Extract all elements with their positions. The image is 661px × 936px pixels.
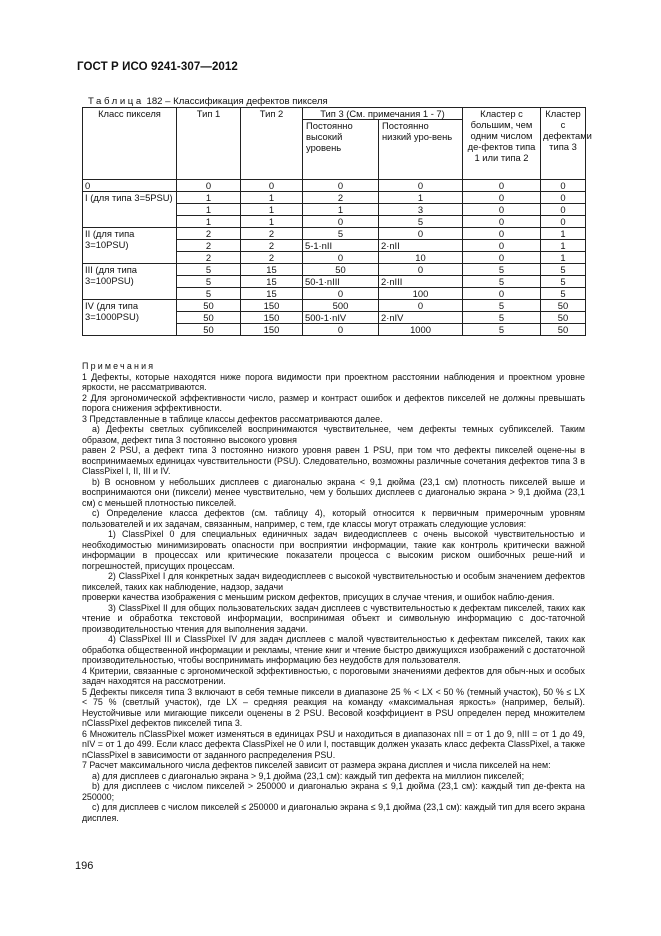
table-cell: 5: [379, 216, 463, 228]
table-cell: 0: [541, 204, 586, 216]
note-3: 3 Представленные в таблице классы дефектов рассматриваются далее.: [82, 413, 383, 424]
table-cell: 0: [541, 192, 586, 204]
table-cell: 100: [379, 288, 463, 300]
table-cell: 50: [177, 324, 241, 336]
table-cell: 5: [463, 312, 541, 324]
header-type2: Тип 2: [241, 108, 303, 180]
table-cell: 0: [463, 240, 541, 252]
table-cell: 50: [303, 264, 379, 276]
note-3c3: 3) ClassPixel II для общих пользовательских задач дисплеев с чувствительностью к дефектам пикселей, таких как чтение и обработка текстовой информации, воспринимая объект и символьную информацию с дос-таточной производительностью чтения для выполнения задачи.: [82, 602, 585, 634]
pixel-class-cell: I (для типа 3=5PSU): [83, 192, 177, 228]
note-7b: b) для дисплеев с числом пикселей > 250000 и диагональю экрана ≤ 9,1 дюйма (23,1 см): каждый тип де-фекта на 250000;: [82, 781, 585, 802]
pixel-defects-table: [82, 107, 592, 336]
note-5: 5 Дефекты пикселя типа 3 включают в себя темные пиксели в диапазоне 25 % < LX < 50 % (темный участок), 50 % ≤ LX < 75 % (светлый участок), где LX – средняя реакция на команду «максимальная яркость» (например, белый). Неустойчивые или мигающие пиксели оценены в 2 PSU. Весовой коэффициент в PSU определен перед множителем nClassPixel дефектов пикселей типа 3.: [82, 686, 585, 728]
table-cell: 500-1·nIV: [303, 312, 379, 324]
table-cell: 0: [379, 228, 463, 240]
table-cell: 1: [241, 216, 303, 228]
header-class: Класс пикселя: [83, 108, 177, 180]
table-cell: 0: [303, 324, 379, 336]
note-3b: b) В основном у небольших дисплеев с диагональю экрана < 9,1 дюйма (23,1 см) плотность пикселей выше и воспринимаются они (пиксели) менее чувствительно, чем у больших дисплеев с диагональю экрана > 9,1 дюйма (23,1 см) с меньшей плотностью пикселей.: [82, 476, 585, 508]
table-cell: 3: [379, 204, 463, 216]
page-header: ГОСТ Р ИСО 9241-307—2012: [77, 61, 238, 73]
table-cell: 2: [177, 228, 241, 240]
note-3a-cont: равен 2 PSU, а дефект типа 3 постоянно низкого уровня равен 1 PSU, при том что дефекты пикселей оцене-ны в воспринимаемых единицах чувствительности (PSU). Следовательно, возможны различные сочетания дефектов типа 3 в ClassPixel I, II, III и IV.: [82, 445, 585, 476]
note-3c1: 1) ClassPixel 0 для специальных единичных задач видеодисплеев с очень высокой чувствительностью и необходимостью минимизировать опасности при восприятии информации, такие как контроль критически важной информации в процессах или критические показатели процесса с высоким риском ошибочных реше-ний и погрешностей, присущих процессам.: [82, 529, 585, 571]
table-cell: 5: [303, 228, 379, 240]
page-number: 196: [75, 860, 94, 872]
table-cell: 5-1·nII: [303, 240, 379, 252]
table-caption: [88, 96, 328, 107]
table-cell: 2·nIII: [379, 276, 463, 288]
note-3a: а) Дефекты светлых субпикселей воспринимаются чувствительнее, чем дефекты темных субпикселей. Таким образом, дефект типа 3 постоянно высокого уровня: [82, 424, 585, 445]
note-4: 4 Критерии, связанные с эргономической эффективностью, с пороговыми значениями дефектов для обыч-ных и особых задач находятся на рассмотрении.: [82, 665, 585, 686]
table-cell: 150: [241, 324, 303, 336]
table-cell: 15: [241, 276, 303, 288]
table-cell: 0: [463, 288, 541, 300]
table-cell: 0: [241, 180, 303, 192]
table-cell: 0: [541, 216, 586, 228]
table-cell: 2: [177, 252, 241, 264]
notes-block: [82, 361, 585, 823]
table-cell: 5: [177, 288, 241, 300]
table-row: [83, 192, 586, 204]
notes-title: Примечания: [82, 361, 156, 371]
table-cell: 15: [241, 264, 303, 276]
note-1: 1 Дефекты, которые находятся ниже порога видимости при проектном расстоянии наблюдения и проектном уровне яркости, не рассматриваются.: [82, 371, 585, 392]
header-type3-low: Постоянно низкий уро-вень: [379, 120, 463, 180]
table-row: [83, 180, 586, 192]
table-cell: 5: [177, 264, 241, 276]
table-cell: 1: [379, 192, 463, 204]
table-cell: 2: [241, 240, 303, 252]
table-cell: 0: [303, 288, 379, 300]
table-cell: 0: [463, 252, 541, 264]
table-cell: 1: [241, 204, 303, 216]
table-cell: 5: [463, 264, 541, 276]
pixel-class-cell: 0: [83, 180, 177, 192]
table-row: [83, 300, 586, 312]
table-cell: 2: [241, 228, 303, 240]
table-cell: 0: [463, 204, 541, 216]
note-3c: с) Определение класса дефектов (см. таблицу 4), который относится к первичным примерочным уровням пользователей и их задачам, связанным, например, с тем, где классы могут отражать следующие условия:: [82, 508, 585, 529]
table-cell: 0: [303, 252, 379, 264]
table-cell: 5: [541, 264, 586, 276]
pixel-class-cell: II (для типа 3=10PSU): [83, 228, 177, 264]
table-cell: 500: [303, 300, 379, 312]
header-cluster-type3: Кластер с дефектами типа 3: [541, 108, 586, 180]
table-cell: 50: [541, 324, 586, 336]
table-cell: 0: [379, 264, 463, 276]
table-cell: 2: [241, 252, 303, 264]
table-cell: 50: [541, 312, 586, 324]
table-cell: 150: [241, 312, 303, 324]
table-cell: 2·nII: [379, 240, 463, 252]
table-cell: 5: [463, 324, 541, 336]
table-cell: 0: [541, 180, 586, 192]
note-6: 6 Множитель nClassPixel может изменяться в единицах PSU и находиться в диапазонах nII = от 1 до 9, nIII = от 1 до 49, nIV = от 1 до 499. Если класс дефекта ClassPixel не 0 или I, поставщик должен указать класс дефекта ClassPixel, а также nClassPixel в зависимости от заданного распределения PSU.: [82, 728, 585, 760]
table-cell: 10: [379, 252, 463, 264]
table-cell: 1000: [379, 324, 463, 336]
table-cell: 0: [463, 228, 541, 240]
header-type1: Тип 1: [177, 108, 241, 180]
table-cell: 5: [463, 300, 541, 312]
note-2: 2 Для эргономической эффективности число, размер и контраст ошибок и дефектов пикселей не должны превышать порога снижения эффективности.: [82, 392, 585, 413]
note-3c2: 2) ClassPixel I для конкретных задач видеодисплеев с высокой чувствительностью и особым значением дефектов пикселей, таких как наблюдение, надзор, задачи: [82, 571, 585, 592]
table-cell: 1: [303, 204, 379, 216]
note-7a: а) для дисплеев с диагональю экрана > 9,1 дюйма (23,1 см): каждый тип дефекта на миллион пикселей;: [92, 770, 525, 781]
table-cell: 0: [177, 180, 241, 192]
table-cell: 1: [541, 252, 586, 264]
table-cell: 1: [241, 192, 303, 204]
table-cell: 50: [541, 300, 586, 312]
pixel-class-cell: III (для типа 3=100PSU): [83, 264, 177, 300]
table-cell: 15: [241, 288, 303, 300]
caption-word: Таблица: [88, 96, 144, 107]
table-cell: 1: [541, 228, 586, 240]
table-cell: 1: [177, 192, 241, 204]
table-row: [83, 228, 586, 240]
table-cell: 2: [303, 192, 379, 204]
table-cell: 0: [303, 216, 379, 228]
note-7: 7 Расчет максимального числа дефектов пикселей зависит от размера экрана дисплея и числа пикселей на нем:: [82, 760, 551, 770]
table-cell: 2: [177, 240, 241, 252]
table-cell: 5: [541, 276, 586, 288]
table-cell: 2·nIV: [379, 312, 463, 324]
header-type3: Тип 3 (См. примечания 1 - 7): [303, 108, 463, 120]
table-cell: 1: [177, 216, 241, 228]
table-cell: 50-1·nIII: [303, 276, 379, 288]
note-3c2-cont: проверки качества изображения с меньшим риском дефектов, присущих в случае чтения, и ошибок наблю-дения.: [82, 592, 555, 602]
table-cell: 0: [379, 300, 463, 312]
table-cell: 0: [463, 216, 541, 228]
table-cell: 5: [463, 276, 541, 288]
header-cluster-more: Кластер с большим, чем одним числом де-фектов типа 1 или типа 2: [463, 108, 541, 180]
table-cell: 1: [177, 204, 241, 216]
table-cell: 5: [177, 276, 241, 288]
pixel-class-cell: IV (для типа 3=1000PSU): [83, 300, 177, 336]
table-cell: 0: [379, 180, 463, 192]
table-cell: 5: [541, 288, 586, 300]
table-row: [83, 264, 586, 276]
caption-title: 182 – Классификация дефектов пикселя: [146, 96, 328, 107]
note-3c4: 4) ClassPixel III и ClassPixel IV для задач дисплеев с малой чувствительностью к дефектам пикселей, таких как обработка общественной информации и рекламы, чтение книг и чтение быстро движущихся изображений с достаточной производительностью, чтобы воспринимать информацию без неудобств для пользователя.: [82, 634, 585, 665]
table-cell: 0: [303, 180, 379, 192]
table-cell: 1: [541, 240, 586, 252]
table-cell: 0: [463, 180, 541, 192]
table-cell: 50: [177, 300, 241, 312]
note-7c: c) для дисплеев с числом пикселей ≤ 250000 и диагональю экрана ≤ 9,1 дюйма (23,1 см): каждый тип для всего экрана дисплея.: [82, 802, 585, 823]
table-body: [83, 180, 586, 336]
table-cell: 50: [177, 312, 241, 324]
table-cell: 0: [463, 192, 541, 204]
table-cell: 150: [241, 300, 303, 312]
header-type3-high: Постоянно высокий уровень: [303, 120, 379, 180]
